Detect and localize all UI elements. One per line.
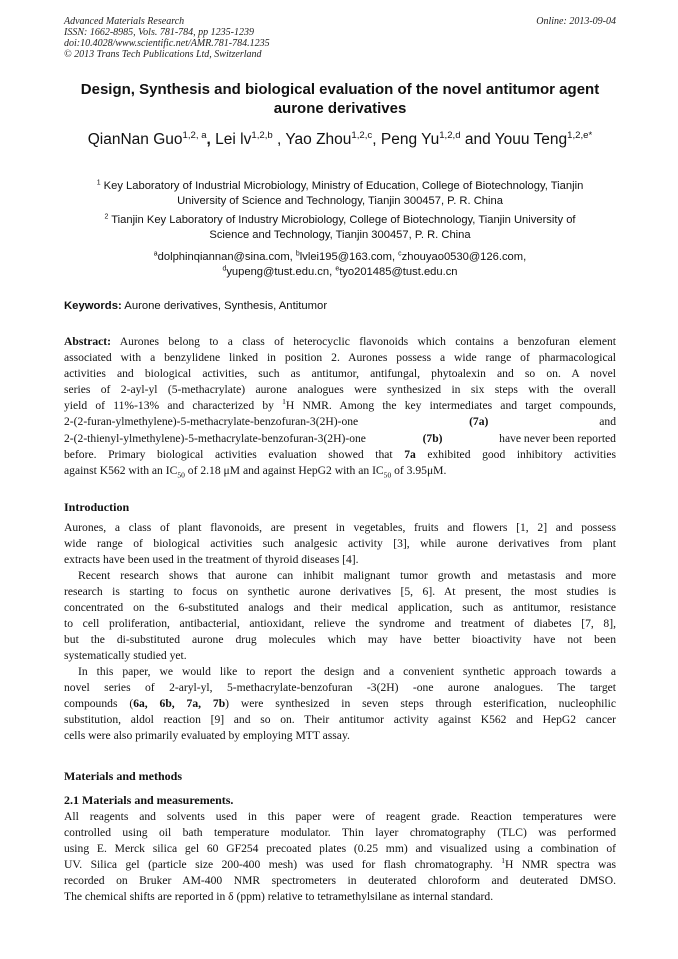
- abstract-line: [64, 431, 616, 447]
- body-line: Aurones, a class of plant flavonoids, are present in vegetables, fruits and flowers [1, 2] and possess: [64, 521, 616, 534]
- abstract-text: of 2.18 μM and against HepG2 with an IC: [184, 463, 384, 477]
- email-marker: e: [335, 265, 340, 273]
- subscript: 50: [177, 470, 185, 480]
- affiliation-number: 2: [104, 213, 109, 221]
- email-c[interactable]: zhouyao0530@126.com,: [401, 251, 527, 263]
- body-text: H NMR spectra was: [505, 858, 617, 871]
- abstract-line: [64, 398, 616, 414]
- body-line: recorded on Bruker AM-400 NMR spectrometers in deuterated chloroform and deuterated DMSO.: [64, 874, 616, 887]
- subscript: 50: [383, 470, 392, 480]
- abstract-line: [64, 414, 616, 430]
- running-header: [64, 16, 616, 60]
- body-line: novel series of 2-aryl-yl, 5-methacrylate-benzofuran -3(2H) -one aurone analogues. The target: [64, 681, 616, 694]
- subsection-heading: 2.1 Materials and measurements.: [64, 793, 234, 807]
- author-name: QianNan Guo: [87, 131, 183, 148]
- abstract-text: and: [599, 415, 616, 429]
- compound-label: (7b): [422, 431, 443, 445]
- title-line-2: aurone derivatives: [273, 100, 407, 117]
- superscript: 1: [501, 856, 505, 866]
- body-line: systematically studied yet.: [64, 649, 187, 662]
- author-name: Yao Zhou: [285, 131, 352, 148]
- body-text: ) were synthesized in seven steps through esterification, nucleophilic: [225, 697, 616, 710]
- body-line: All reagents and solvents used in this paper were of reagent grade. Reaction temperatures were: [64, 810, 616, 823]
- email-marker: d: [222, 265, 227, 273]
- body-line: Recent research shows that aurone can inhibit malignant tumor growth and metastasis and more: [78, 569, 616, 582]
- author-sep: ,: [372, 131, 381, 148]
- email-a[interactable]: dolphinqiannan@sina.com,: [157, 251, 293, 263]
- email-marker: a: [153, 250, 158, 258]
- affiliation-number: 1: [96, 179, 101, 187]
- affiliation-2: [64, 213, 616, 243]
- compound-name: 2-(2-furan-ylmethylene)-5-methacrylate-benzofuran-3(2H)-one: [64, 415, 359, 429]
- abstract-text: Aurones belong to a class of heterocyclic flavonoids which contains a benzofuran element: [119, 335, 616, 348]
- abstract-text: H NMR. Among the key intermediates and target compounds,: [285, 399, 616, 413]
- keywords-label: Keywords:: [64, 300, 122, 312]
- abstract-text: against K562 with an IC: [64, 463, 178, 477]
- body-line: using E. Merck silica gel 60 GF254 precoated plates (0.25 mm) and visualized using a combination of: [64, 842, 616, 855]
- author-name: Peng Yu: [380, 131, 440, 148]
- email-d[interactable]: yupeng@tust.edu.cn,: [226, 266, 333, 278]
- introduction-body: [64, 520, 616, 744]
- doi-line: doi:10.4028/www.scientific.net/AMR.781-784.1235: [64, 38, 270, 49]
- author-name: Lei lv: [215, 131, 252, 148]
- section-heading-materials: Materials and methods: [64, 769, 182, 783]
- abstract-line: [64, 447, 616, 463]
- body-line: In this paper, we would like to report the design and a convenient synthetic approach towards a: [78, 665, 616, 678]
- abstract-line: series of 2-ayl-yl (5-methacrylate) aurone analogues were synthesized in six steps with the overall: [64, 383, 616, 397]
- body-text: UV. Silica gel (particle size 200-400 mesh) was used for flash chromatography.: [64, 858, 502, 871]
- copyright-line: © 2013 Trans Tech Publications Ltd, Switzerland: [64, 49, 262, 60]
- paper-title: [60, 80, 620, 118]
- affiliation-line: University of Science and Technology, Tianjin 300457, P. R. China: [177, 195, 503, 207]
- author-sup: 1,2,e*: [567, 129, 593, 141]
- affiliation-line: Key Laboratory of Industrial Microbiology, Ministry of Education, College of Biotechnology, Tianjin: [103, 180, 584, 192]
- email-b[interactable]: lvlei195@163.com,: [299, 251, 396, 263]
- body-line: substitution, aldol reaction [9] and so on. Their antitumor activity against K562 and HepG2 cancer: [64, 713, 616, 726]
- compound-label: (7a): [469, 415, 489, 429]
- email-list: [64, 250, 616, 280]
- body-line: cells were also primarily evaluated by employing MTT assay.: [64, 729, 350, 742]
- online-date: Online: 2013-09-04: [536, 16, 616, 27]
- abstract-text: of 3.95μM.: [391, 463, 447, 477]
- email-marker: b: [295, 250, 300, 258]
- title-line-1: Design, Synthesis and biological evaluation of the novel antitumor agent: [80, 81, 600, 98]
- body-line: to cell proliferation, antibacterial, antioxidant, relieve the syndrome and treatment of diabetes [7, 8],: [64, 617, 616, 630]
- abstract-line: [64, 463, 616, 479]
- body-line: research is starting to focus on synthetic aurone derivatives [5, 6]. At present, the most studies is: [64, 585, 616, 598]
- body-line: [64, 696, 616, 712]
- abstract-label: Abstract:: [64, 335, 112, 348]
- body-line: extracts have been used in the treatment of thyroid diseases [4].: [64, 553, 359, 566]
- body-line: but the di-substituted aurone drug molecules which may have better bioactivity have not been: [64, 633, 616, 646]
- journal-name: Advanced Materials Research: [64, 16, 185, 27]
- compound-name: 2-(2-thienyl-ylmethylene)-5-methacrylate-benzofuran-3(2H)-one: [64, 431, 366, 445]
- abstract-text: have never been reported: [499, 431, 616, 445]
- abstract-text: yield of 11%-13% and characterized by: [64, 399, 283, 413]
- compound-label: 6a, 6b, 7a, 7b: [133, 697, 226, 710]
- author-sup: 1,2,b: [251, 129, 273, 141]
- author-sep: ,: [206, 131, 216, 148]
- section-heading-introduction: Introduction: [64, 500, 130, 514]
- body-line: concentrated on the 6-substituted analogs and their medical application, such as antitumor, resistance: [64, 601, 616, 614]
- abstract-text: before. Primary biological activities evaluation showed that: [64, 447, 405, 461]
- body-line: The chemical shifts are reported in δ (ppm) relative to tetramethylsilane as internal standard.: [64, 890, 494, 903]
- abstract-line: activities and biological activities, such as antitumor, antifungal, phytoalexin and so on. A novel: [64, 367, 616, 381]
- author-sep: ,: [272, 131, 286, 148]
- superscript: 1: [282, 397, 286, 407]
- compound-label: 7a: [404, 447, 416, 461]
- keywords: [64, 299, 616, 314]
- abstract: [64, 334, 616, 479]
- issn-line: ISSN: 1662-8985, Vols. 781-784, pp 1235-1239: [64, 27, 254, 38]
- author-sup: 1,2, a: [182, 129, 207, 141]
- affiliation-line: Science and Technology, Tianjin 300457, P. R. China: [209, 229, 471, 241]
- abstract-line: associated with a benzylidene linked in position 2. Aurones possess a wide range of pharmacological: [64, 351, 616, 365]
- author-sup: 1,2,d: [439, 129, 461, 141]
- author-list: [40, 130, 640, 150]
- body-line: controlled using oil bath temperature modulator. Thin layer chromatography (TLC) was performed: [64, 826, 616, 839]
- email-e[interactable]: tyo201485@tust.edu.cn: [339, 266, 458, 278]
- body-line: wide range of biological activities such analgesic activity [3], while aurone derivatives from plant: [64, 537, 616, 550]
- abstract-line: [64, 334, 616, 350]
- author-sup: 1,2,c: [351, 129, 373, 141]
- author-sep: and: [460, 131, 495, 148]
- affiliation-line: Tianjin Key Laboratory of Industry Microbiology, College of Biotechnology, Tianjin University of: [111, 214, 576, 226]
- keywords-text: Aurone derivatives, Synthesis, Antitumor: [124, 300, 328, 312]
- author-name: Youu Teng: [494, 131, 568, 148]
- body-text: compounds (: [64, 697, 134, 710]
- affiliation-1: [64, 179, 616, 209]
- materials-body: [64, 809, 616, 905]
- body-line: [64, 857, 616, 873]
- abstract-text: exhibited good inhibitory activities: [415, 447, 616, 461]
- email-marker: c: [398, 250, 402, 258]
